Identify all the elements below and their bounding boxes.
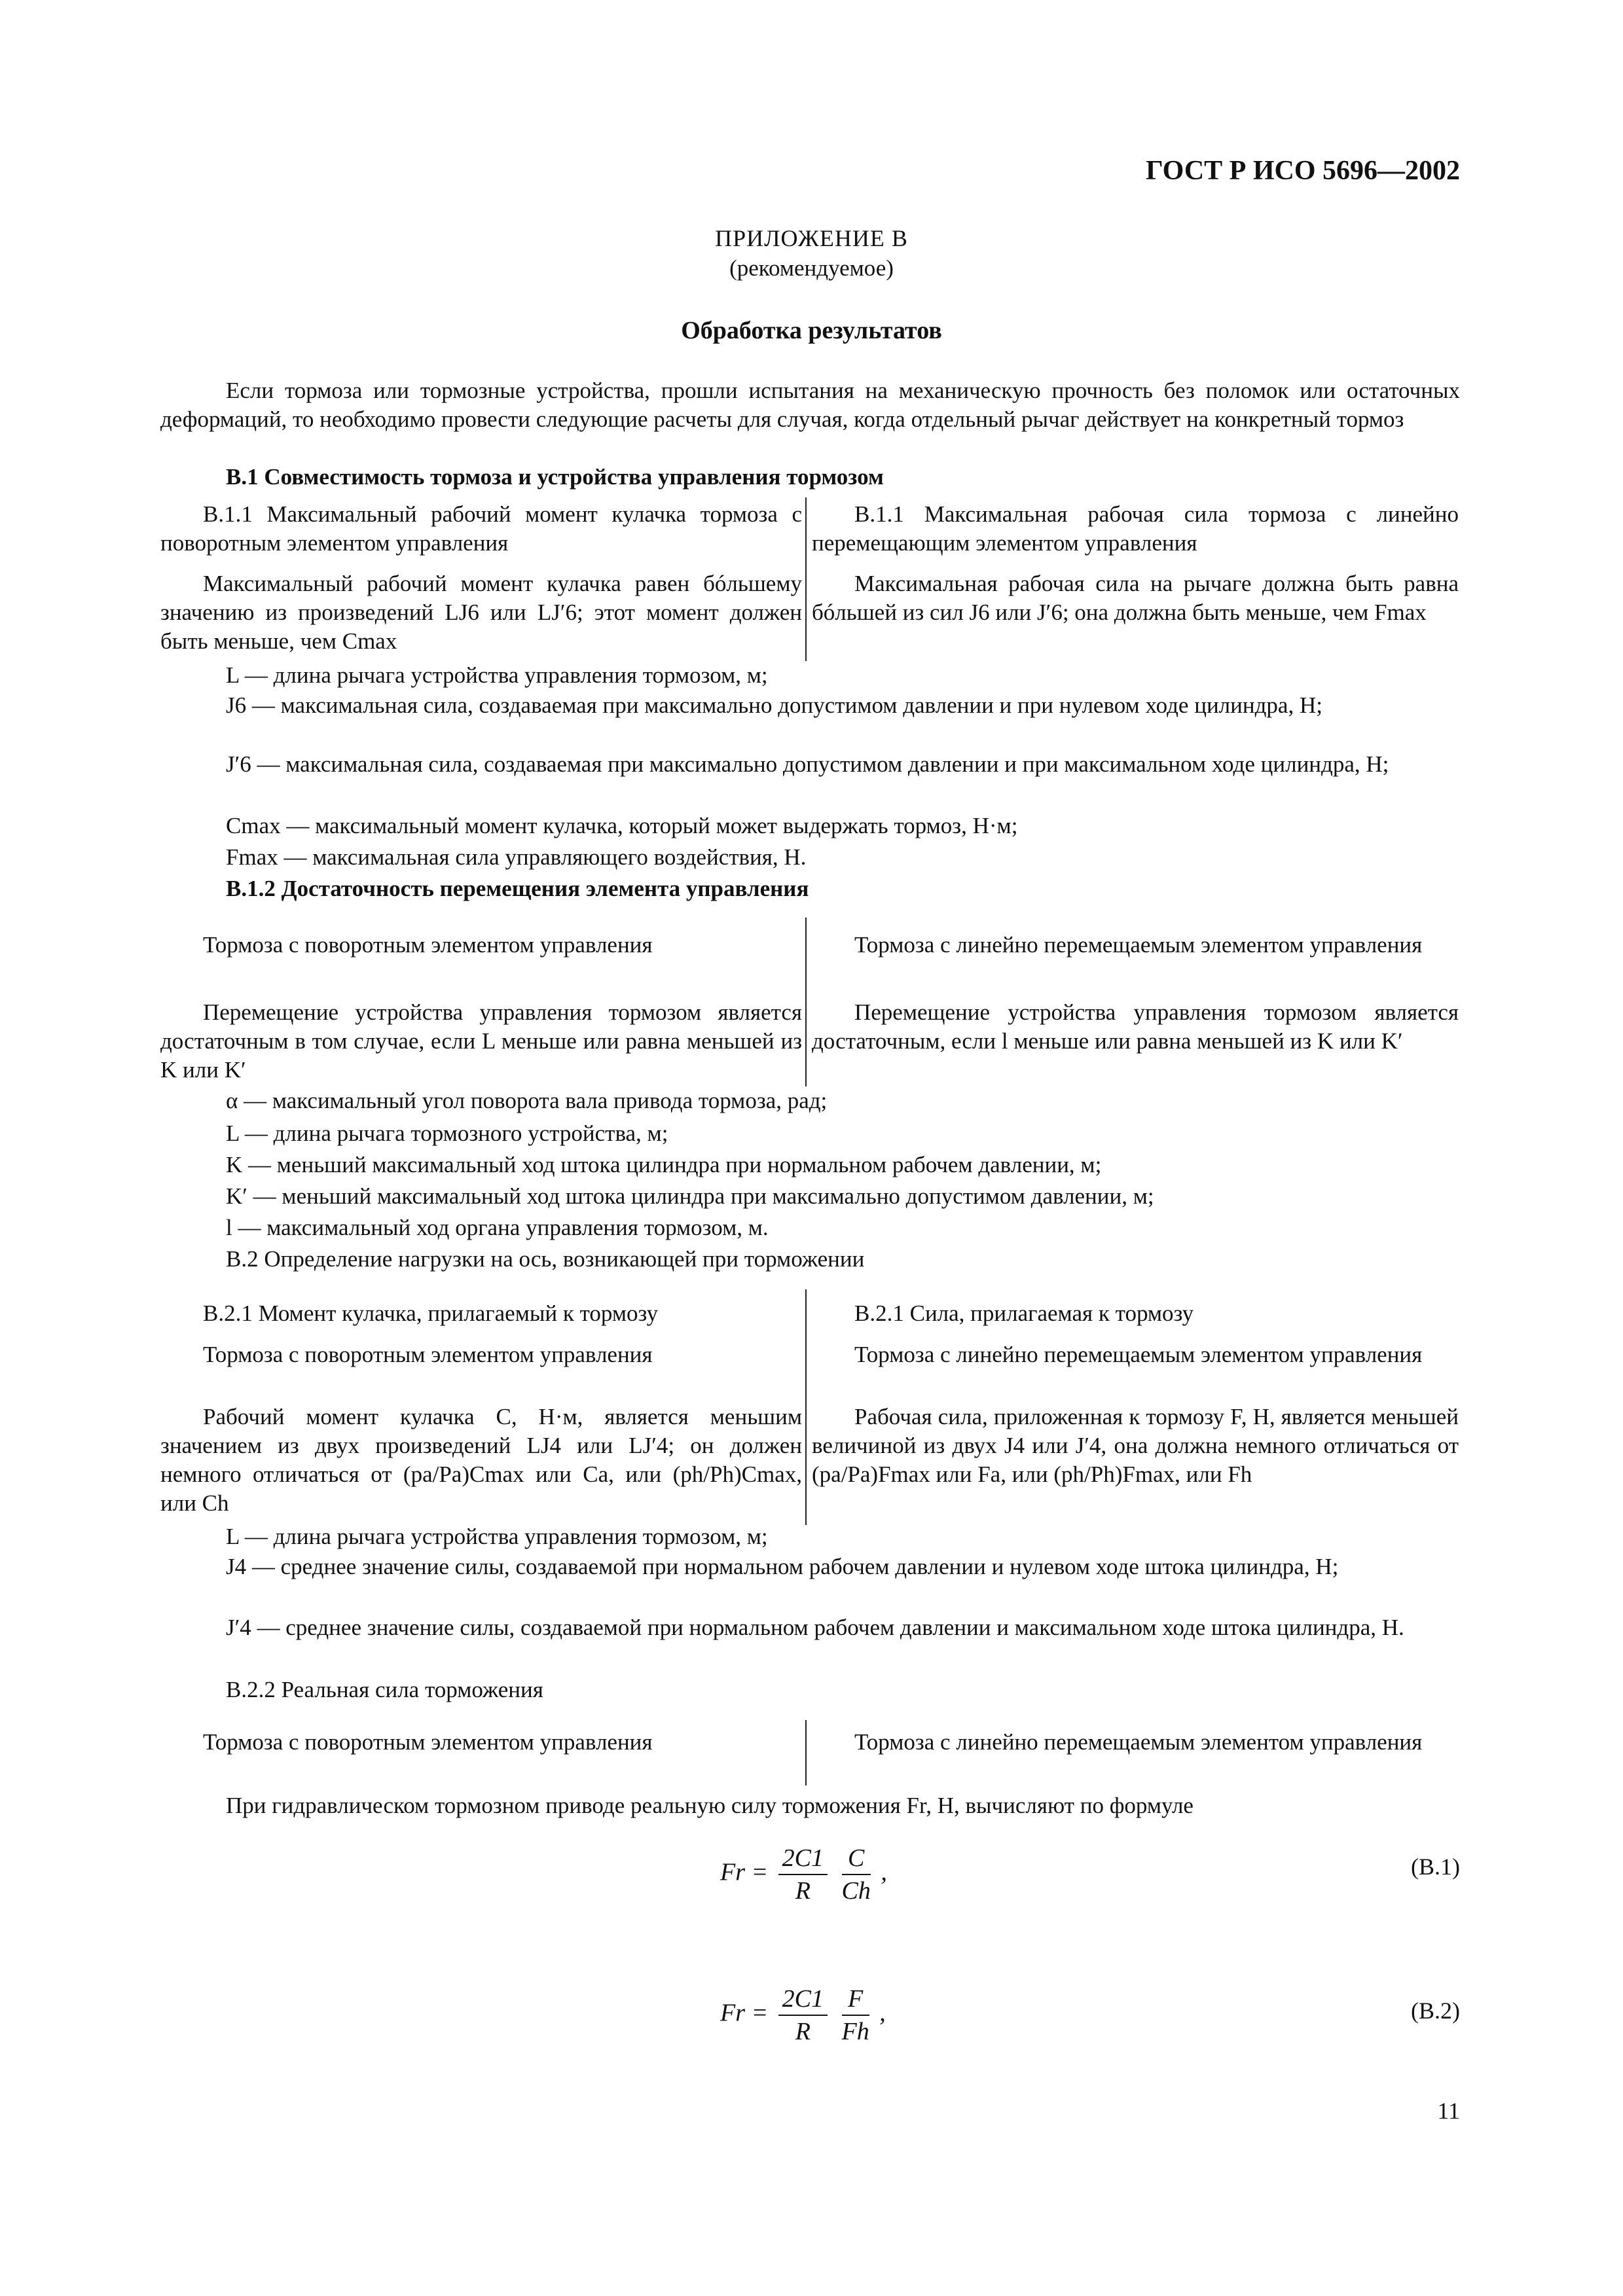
b2-left-subheading: В.2.1 Момент кулачка, прилагаемый к тормозу (203, 1300, 659, 1326)
equation-lhs: Fr = (720, 1999, 769, 2027)
fraction (842, 1983, 869, 2047)
standard-code-header: ГОСТ Р ИСО 5696—2002 (1145, 156, 1460, 186)
b2-left-body: Рабочий момент кулачка C, Н·м, является меньшим значением из двух произведений LJ4 или LJ′4; он должен немного отличаться от (pa/Pa)Cmax или Ca, или (ph/Ph)Cmax, или Ch (160, 1404, 802, 1516)
definition-line: Fmax — максимальная сила управляющего воздействия, Н. (226, 844, 807, 870)
b1-left-heading: В.1.1 Максимальный рабочий момент кулачка тормоза с поворотным элементом управления (160, 501, 802, 556)
fraction-denominator: R (795, 1877, 811, 1905)
fraction (778, 1842, 828, 1907)
fraction-numerator: 2C1 (778, 1842, 828, 1875)
b12-heading: В.1.2 Достаточность перемещения элемента управления (226, 876, 809, 901)
equation-tail: , (881, 1858, 887, 1886)
b2-heading: В.2 Определение нагрузки на ось, возникающей при торможении (226, 1246, 865, 1272)
section-heading: Обработка результатов (681, 317, 942, 344)
equation-tail: , (879, 1999, 886, 2027)
definition-line: L — длина рычага устройства управления тормозом, м; (226, 662, 768, 688)
column-divider (805, 918, 807, 1086)
fraction-denominator: R (795, 2018, 811, 2045)
column-divider (805, 1289, 807, 1525)
appendix-title: ПРИЛОЖЕНИЕ В (715, 225, 908, 251)
equation-b2 (720, 1983, 982, 2047)
intro-paragraph: Если тормоза или тормозные устройства, прошли испытания на механическую прочность без поломок или остаточных деформаций, то необходимо провести следующие расчеты для случая, когда отдельный рычаг действует на конкретный тормоз (160, 378, 1460, 432)
b12-left-heading: Тормоза с поворотным элементом управления (203, 932, 653, 958)
fraction-numerator: C (842, 1842, 871, 1875)
definition-line: l — максимальный ход органа управления тормозом, м. (226, 1215, 769, 1240)
b1-right-body: Максимальная рабочая сила на рычаге должна быть равна бóльшей из сил J6 или J′6; она должна быть меньше, чем Fmax (812, 571, 1459, 625)
fraction-numerator: 2C1 (778, 1983, 828, 2016)
equation-label: (В.1) (1411, 1854, 1460, 1880)
b22-right-heading: Тормоза с линейно перемещаемым элементом управления (854, 1729, 1423, 1755)
equation-label: (В.2) (1411, 1998, 1460, 2024)
b1-left-body: Максимальный рабочий момент кулачка равен бóльшему значению из произведений LJ6 или LJ′6; этот момент должен быть меньше, чем Cmax (160, 571, 802, 654)
fraction (842, 1842, 871, 1907)
definition-line: K′ — меньший максимальный ход штока цилиндра при максимально допустимом давлении, м; (226, 1183, 1154, 1209)
column-divider (805, 1720, 807, 1785)
b22-heading: В.2.2 Реальная сила торможения (226, 1677, 543, 1702)
definition-line: α — максимальный угол поворота вала привода тормоза, рад; (226, 1088, 828, 1113)
column-divider (805, 497, 807, 661)
b2-right-heading: Тормоза с линейно перемещаемым элементом управления (854, 1342, 1423, 1367)
definition-line: K — меньший максимальный ход штока цилиндра при нормальном рабочем давлении, м; (226, 1152, 1102, 1177)
b12-right-heading: Тормоза с линейно перемещаемым элементом управления (854, 932, 1423, 958)
equation-lhs: Fr = (720, 1858, 769, 1886)
b2-right-body: Рабочая сила, приложенная к тормозу F, H, является меньшей величиной из двух J4 или J′4, она должна немного отличаться от (pa/Pa)Fmax или Fa, или (ph/Ph)Fmax, или Fh (812, 1404, 1459, 1487)
b12-left-body: Перемещение устройства управления тормозом является достаточным в том случае, если L меньше или равна меньшей из K или K′ (160, 999, 802, 1083)
b22-left-heading: Тормоза с поворотным элементом управления (203, 1729, 653, 1755)
definition-line: J′4 — среднее значение силы, создаваемой при нормальном рабочем давлении и максимальном ходе штока цилиндра, Н. (226, 1615, 1404, 1640)
b12-right-body: Перемещение устройства управления тормозом является достаточным, если l меньше или равна меньшей из K или K′ (812, 999, 1459, 1054)
fraction-denominator: Fh (841, 2018, 869, 2045)
fraction-numerator: F (842, 1983, 869, 2016)
equation-b1 (720, 1842, 982, 1907)
page-number: 11 (1437, 2098, 1460, 2124)
b2-left-heading: Тормоза с поворотным элементом управления (203, 1342, 653, 1367)
b2-right-subheading: В.2.1 Сила, прилагаемая к тормозу (854, 1300, 1194, 1326)
formula-intro: При гидравлическом тормозном приводе реальную силу торможения Fr, Н, вычисляют по формуле (226, 1793, 1194, 1818)
definition-line: J6 — максимальная сила, создаваемая при максимально допустимом давлении и при нулевом ходе цилиндра, Н; (226, 692, 1322, 718)
b1-heading: В.1 Совместимость тормоза и устройства управления тормозом (226, 464, 884, 490)
definition-line: L — длина рычага устройства управления тормозом, м; (226, 1524, 768, 1549)
definition-line: Cmax — максимальный момент кулачка, который может выдержать тормоз, Н·м; (226, 813, 1018, 838)
definition-line: J4 — среднее значение силы, создаваемой при нормальном рабочем давлении и нулевом ходе штока цилиндра, Н; (226, 1554, 1339, 1579)
definition-line: L — длина рычага тормозного устройства, м; (226, 1121, 668, 1146)
appendix-subtitle: (рекомендуемое) (729, 255, 894, 281)
b1-right-heading: В.1.1 Максимальная рабочая сила тормоза с линейно перемещающим элементом управления (812, 501, 1459, 556)
fraction (778, 1983, 828, 2047)
definition-line: J′6 — максимальная сила, создаваемая при максимально допустимом давлении и при максимальном ходе цилиндра, Н; (226, 751, 1389, 777)
fraction-denominator: Ch (841, 1877, 871, 1905)
